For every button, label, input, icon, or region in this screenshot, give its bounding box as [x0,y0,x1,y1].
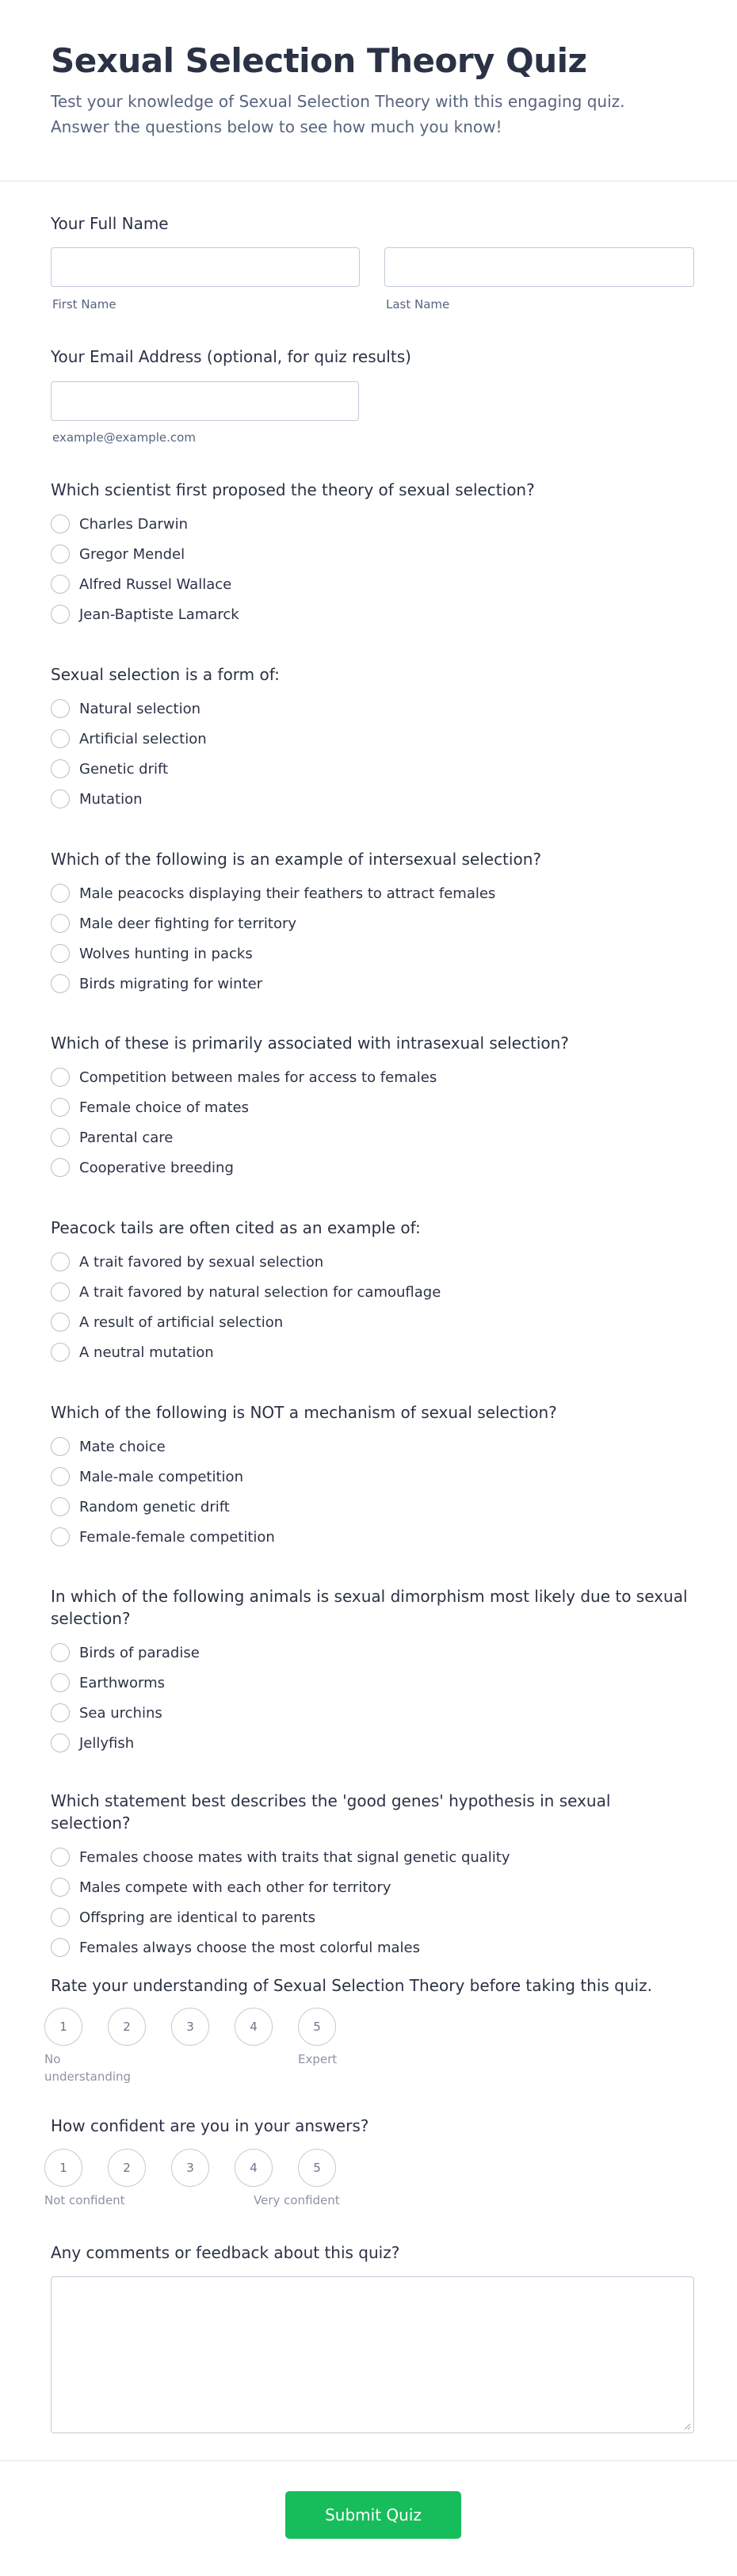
question-text: Which statement best describes the 'good genes' hypothesis in sexual selection? [51,1791,611,1833]
radio-option[interactable] [51,694,694,724]
option-label: Competition between males for access to females [79,1068,437,1086]
question-text: Which of the following is NOT a mechanism of sexual selection? [51,1403,557,1422]
rating-option[interactable]: 2 [108,2008,146,2046]
option-label: Charles Darwin [79,515,189,533]
radio-option[interactable] [51,1668,694,1698]
radio-button[interactable] [51,514,70,533]
option-label: Females always choose the most colorful males [79,1939,420,1956]
radio-button[interactable] [51,575,70,594]
radio-button[interactable] [51,1437,70,1456]
option-label: Female-female competition [79,1528,275,1546]
option-label: Cooperative breeding [79,1159,234,1176]
question-options [51,1431,694,1552]
question-options [51,1062,694,1183]
comments-label: Any comments or feedback about this quiz? [51,2243,400,2262]
option-label: Mutation [79,790,143,808]
rating-high-caption: Expert [298,2052,338,2066]
rating-option[interactable]: 2 [108,2149,146,2187]
rating-option[interactable]: 5 [298,2149,336,2187]
radio-option[interactable] [51,1277,694,1307]
radio-option[interactable] [51,724,694,754]
question-options [51,1638,694,1758]
rating-option[interactable]: 3 [171,2008,209,2046]
radio-button[interactable] [51,974,70,993]
rating-option[interactable]: 3 [171,2149,209,2187]
radio-button[interactable] [51,1497,70,1516]
radio-option[interactable] [51,509,694,539]
question-options [51,509,694,629]
radio-button[interactable] [51,1673,70,1692]
option-label: Females choose mates with traits that signal genetic quality [79,1848,510,1866]
form-header [0,0,737,182]
footer-divider [0,2460,737,2461]
email-label: Your Email Address (optional, for quiz results) [51,347,411,366]
radio-button[interactable] [51,1128,70,1147]
rating-option[interactable]: 4 [235,2008,273,2046]
radio-button[interactable] [51,914,70,933]
rating-option[interactable]: 1 [44,2008,82,2046]
email-input[interactable] [51,381,359,421]
option-label: A trait favored by sexual selection [79,1253,324,1271]
radio-option[interactable] [51,908,694,938]
question-options [51,1247,694,1367]
question-1 [51,479,694,629]
radio-option[interactable] [51,754,694,784]
option-label: Parental care [79,1129,174,1146]
radio-option[interactable] [51,969,694,999]
question-4 [51,1032,694,1183]
question-5 [51,1217,694,1367]
radio-option[interactable] [51,1932,694,1963]
radio-option[interactable] [51,938,694,969]
question-text: In which of the following animals is sexual dimorphism most likely due to sexual selection? [51,1587,688,1628]
rating-low-caption: Not confident [44,2193,125,2207]
radio-button[interactable] [51,1282,70,1301]
radio-option[interactable] [51,1492,694,1522]
radio-button[interactable] [51,605,70,624]
comments-field [51,2242,694,2264]
option-label: Alfred Russel Wallace [79,575,232,593]
radio-button[interactable] [51,1098,70,1117]
radio-button[interactable] [51,1733,70,1752]
radio-button[interactable] [51,1908,70,1927]
radio-option[interactable] [51,1638,694,1668]
page-subtitle: Test your knowledge of Sexual Selection Theory with this engaging quiz. Answer the questions below to see how much you know! [51,92,625,136]
question-text: Which scientist first proposed the theory of sexual selection? [51,480,535,499]
rating-option[interactable]: 5 [298,2008,336,2046]
page-title: Sexual Selection Theory Quiz [51,41,587,80]
rating-option[interactable]: 1 [44,2149,82,2187]
radio-button[interactable] [51,759,70,778]
question-3 [51,848,694,999]
option-label: Earthworms [79,1674,165,1691]
rating-understanding [51,1974,694,1997]
option-label: Genetic drift [79,760,169,778]
question-7 [51,1585,694,1758]
radio-button[interactable] [51,884,70,903]
radio-button[interactable] [51,1703,70,1722]
option-label: Male-male competition [79,1468,243,1485]
option-label: Natural selection [79,700,201,717]
option-label: Sea urchins [79,1704,162,1722]
radio-button[interactable] [51,944,70,963]
question-text: Peacock tails are often cited as an example of: [51,1218,421,1237]
last-name-sublabel: Last Name [386,297,450,311]
radio-option[interactable] [51,1902,694,1932]
radio-option[interactable] [51,1728,694,1758]
full-name-label: Your Full Name [51,214,169,233]
option-label: A trait favored by natural selection for camouflage [79,1283,441,1301]
submit-button[interactable]: Submit Quiz [285,2491,461,2539]
option-label: Males compete with each other for territory [79,1878,391,1896]
radio-option[interactable] [51,784,694,814]
first-name-sublabel: First Name [52,297,116,311]
radio-button[interactable] [51,1643,70,1662]
radio-button[interactable] [51,1158,70,1177]
radio-button[interactable] [51,729,70,748]
radio-button[interactable] [51,545,70,564]
radio-option[interactable] [51,1462,694,1492]
radio-option[interactable] [51,878,694,908]
rating-confidence [51,2115,694,2137]
option-label: Mate choice [79,1438,166,1455]
option-label: Offspring are identical to parents [79,1909,315,1926]
option-label: A neutral mutation [79,1343,214,1361]
rating-label: How confident are you in your answers? [51,2116,369,2135]
radio-button[interactable] [51,1313,70,1332]
rating-scale [44,2149,361,2187]
radio-option[interactable] [51,1337,694,1367]
resize-grip-icon[interactable] [683,2422,691,2430]
radio-option[interactable] [51,1842,694,1872]
radio-option[interactable] [51,539,694,569]
radio-button[interactable] [51,1252,70,1271]
radio-button[interactable] [51,1527,70,1546]
option-label: Random genetic drift [79,1498,230,1515]
question-text: Which of these is primarily associated with intrasexual selection? [51,1034,569,1053]
email-sublabel: example@example.com [52,430,196,445]
radio-option[interactable] [51,1307,694,1337]
radio-button[interactable] [51,699,70,718]
option-label: Birds of paradise [79,1644,200,1661]
radio-option[interactable] [51,1431,694,1462]
comments-textarea[interactable] [51,2276,694,2433]
question-text: Sexual selection is a form of: [51,665,280,684]
radio-option[interactable] [51,1698,694,1728]
radio-option[interactable] [51,1247,694,1277]
rating-high-caption: Very confident [254,2193,340,2207]
radio-button[interactable] [51,1343,70,1362]
full-name-field [51,212,694,235]
question-text: Which of the following is an example of intersexual selection? [51,850,541,869]
option-label: Gregor Mendel [79,545,185,563]
question-options [51,694,694,814]
rating-label: Rate your understanding of Sexual Selection Theory before taking this quiz. [51,1976,652,1995]
radio-option[interactable] [51,1062,694,1092]
option-label: Birds migrating for winter [79,975,263,992]
question-options [51,1842,694,1963]
radio-button[interactable] [51,789,70,808]
email-field [51,346,694,368]
radio-button[interactable] [51,1467,70,1486]
radio-option[interactable] [51,1152,694,1183]
radio-option[interactable] [51,569,694,599]
radio-option[interactable] [51,599,694,629]
option-label: Wolves hunting in packs [79,945,253,962]
rating-scale [44,2008,361,2046]
option-label: Female choice of mates [79,1099,249,1116]
radio-button[interactable] [51,1938,70,1957]
question-6 [51,1401,694,1552]
first-name-input[interactable] [51,247,360,287]
option-label: Male deer fighting for territory [79,915,297,932]
option-label: A result of artificial selection [79,1313,284,1331]
option-label: Artificial selection [79,730,207,747]
radio-option[interactable] [51,1092,694,1122]
option-label: Jellyfish [79,1734,135,1752]
question-8 [51,1790,694,1963]
rating-option[interactable]: 4 [235,2149,273,2187]
radio-option[interactable] [51,1122,694,1152]
radio-option[interactable] [51,1522,694,1552]
radio-button[interactable] [51,1068,70,1087]
radio-option[interactable] [51,1872,694,1902]
radio-button[interactable] [51,1848,70,1867]
question-2 [51,663,694,814]
option-label: Jean-Baptiste Lamarck [79,606,239,623]
question-options [51,878,694,999]
rating-low-caption: No understanding [44,2052,132,2084]
radio-button[interactable] [51,1878,70,1897]
option-label: Male peacocks displaying their feathers to attract females [79,885,496,902]
last-name-input[interactable] [384,247,694,287]
